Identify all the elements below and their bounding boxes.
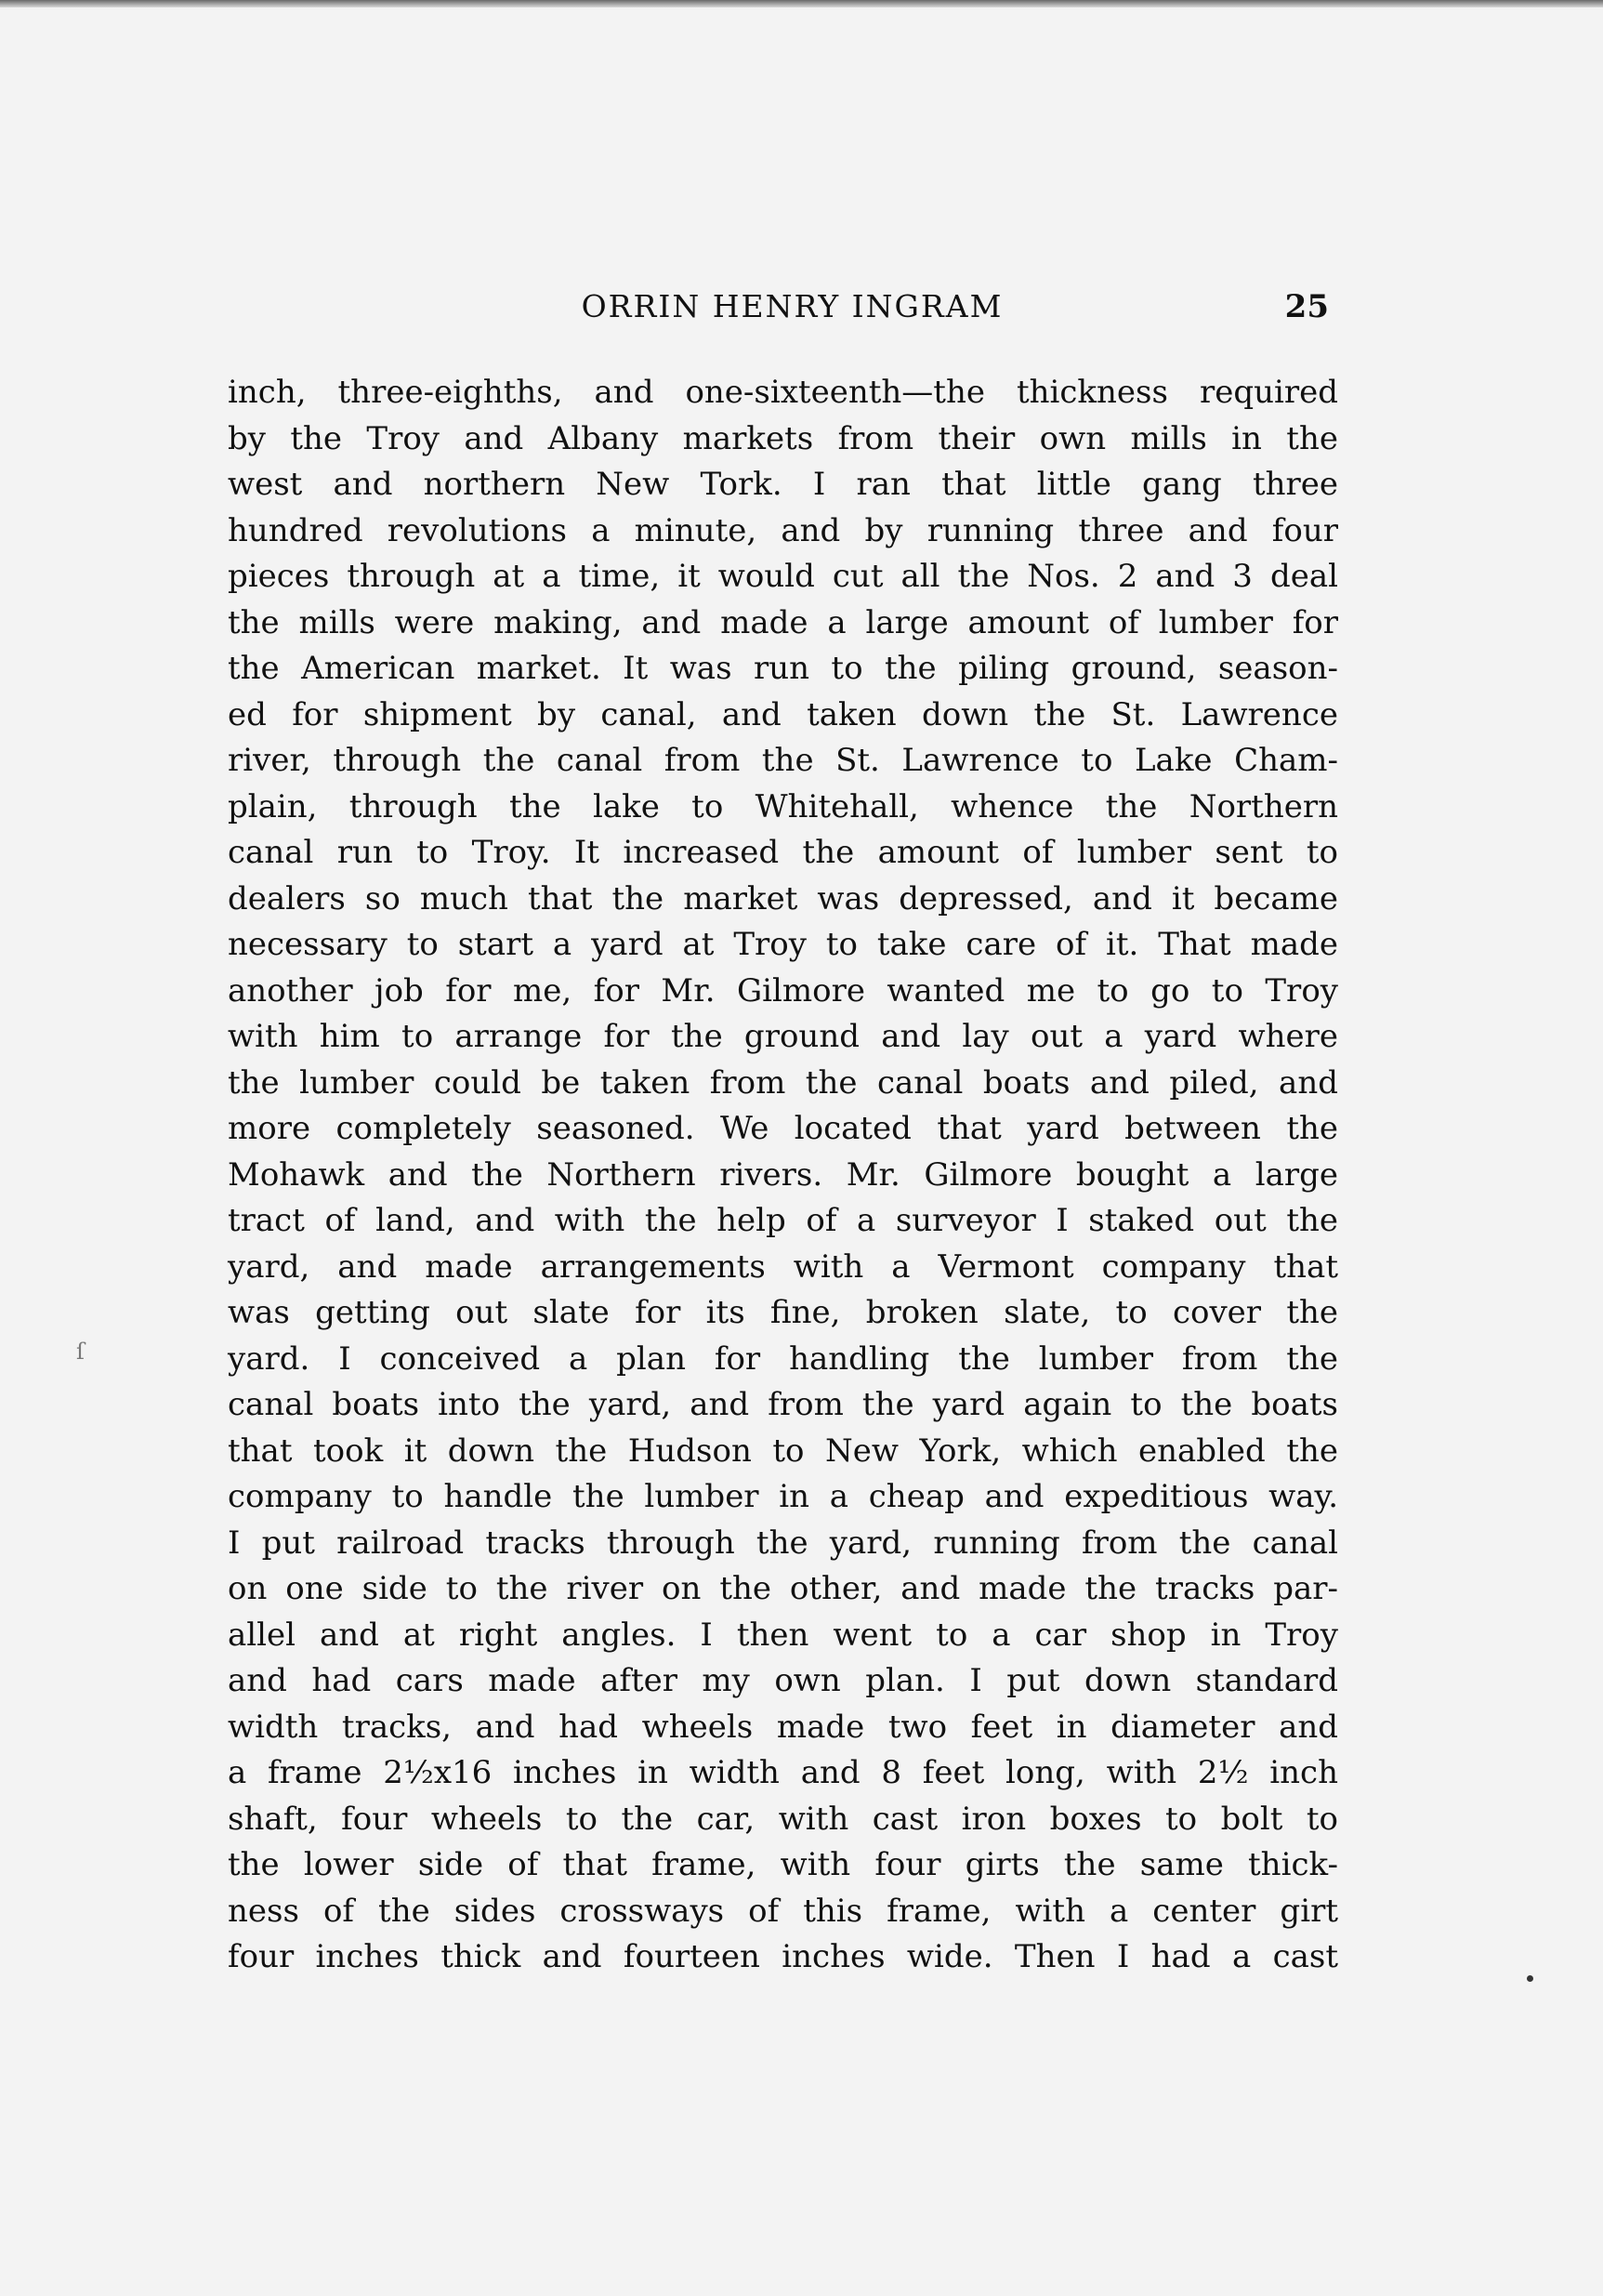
text-line: another job for me, for Mr. Gilmore wanted me to go to Troy — [228, 971, 1338, 1009]
text-line: ed for shipment by canal, and taken down the St. Lawrence — [228, 695, 1338, 733]
text-line: four inches thick and fourteen inches wide. Then I had a cast — [228, 1938, 1338, 1975]
page-header — [228, 284, 1329, 330]
text-line: company to handle the lumber in a cheap and expeditious way. — [228, 1478, 1338, 1515]
text-line: I put railroad tracks through the yard, running from the canal — [228, 1524, 1338, 1562]
text-line: on one side to the river on the other, and made the tracks par- — [228, 1570, 1338, 1607]
text-line: width tracks, and had wheels made two feet in diameter and — [228, 1708, 1338, 1746]
text-line: allel and at right angles. I then went to a car shop in Troy — [228, 1616, 1338, 1654]
text-line: a frame 2½x16 inches in width and 8 feet long, with 2½ inch — [228, 1754, 1338, 1791]
text-line: the lower side of that frame, with four girts the same thick- — [228, 1846, 1338, 1883]
text-line: Mohawk and the Northern rivers. Mr. Gilmore bought a large — [228, 1155, 1338, 1194]
text-line: pieces through at a time, it would cut all the Nos. 2 and 3 deal — [228, 558, 1338, 595]
text-line: canal run to Troy. It increased the amount of lumber sent to — [228, 834, 1338, 871]
text-line: the mills were making, and made a large amount of lumber for — [228, 603, 1338, 641]
text-line: the lumber could be taken from the canal boats and piled, and — [228, 1063, 1338, 1102]
text-line: and had cars made after my own plan. I put down standard — [228, 1662, 1338, 1699]
page-number: 25 — [1284, 288, 1329, 325]
text-line: by the Troy and Albany markets from their own mills in the — [228, 419, 1338, 457]
text-line: west and northern New Tork. I ran that little gang three — [228, 466, 1338, 503]
text-line: yard, and made arrangements with a Vermont company that — [228, 1247, 1338, 1286]
text-line: with him to arrange for the ground and lay out a yard where — [228, 1018, 1338, 1055]
text-line: dealers so much that the market was depressed, and it became — [228, 879, 1338, 917]
text-line: was getting out slate for its fine, broken slate, to cover the — [228, 1294, 1338, 1331]
running-title: ORRIN HENRY INGRAM — [581, 288, 1004, 324]
text-line: tract of land, and with the help of a surveyor I staked out the — [228, 1202, 1338, 1239]
text-line: inch, three-eighths, and one-sixteenth—the thickness required — [228, 374, 1338, 411]
text-line: ness of the sides crossways of this frame, with a center girt — [228, 1892, 1338, 1930]
text-line: that took it down the Hudson to New York, which enabled the — [228, 1432, 1338, 1470]
text-line: river, through the canal from the St. Lawrence to Lake Cham- — [228, 742, 1338, 779]
text-line: necessary to start a yard at Troy to take care of it. That made — [228, 926, 1338, 963]
text-line: the American market. It was run to the piling ground, season- — [228, 650, 1338, 687]
margin-dot — [1527, 1975, 1533, 1982]
text-line: canal boats into the yard, and from the yard again to the boats — [228, 1386, 1338, 1423]
text-line: hundred revolutions a minute, and by running three and four — [228, 511, 1338, 549]
text-line: more completely seasoned. We located that yard between the — [228, 1110, 1338, 1147]
text-line: yard. I conceived a plan for handling the lumber from the — [228, 1339, 1338, 1378]
body-text — [228, 370, 1338, 1981]
margin-speck: ſ — [76, 1339, 85, 1365]
page-top-edge — [0, 0, 1603, 7]
text-line: shaft, four wheels to the car, with cast iron boxes to bolt to — [228, 1800, 1338, 1838]
text-line: plain, through the lake to Whitehall, whence the Northern — [228, 787, 1338, 825]
